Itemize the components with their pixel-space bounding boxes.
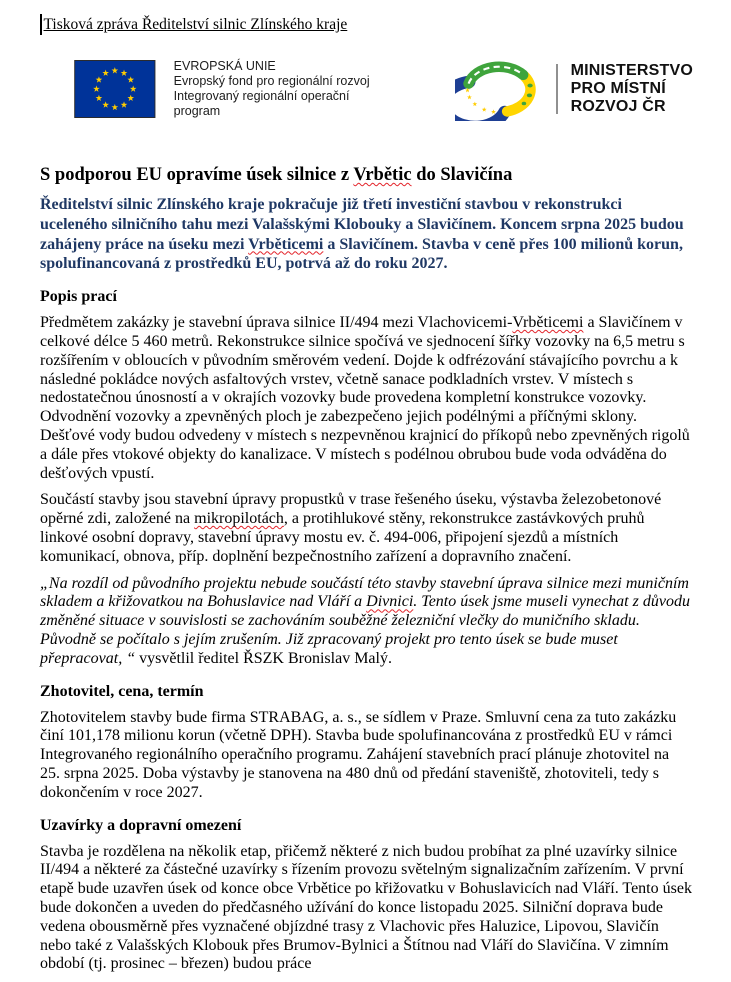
paragraph-uzavirky: Stavba je rozdělena na několik etap, přičemž některé z nich budou probíhat za plné uzavírky silnice II/494 a některé za částečné uzavírky s řízením provozu světelným signalizačním zařízením. V první etapě bude uzavřen úsek od konce obce Vrbětice po křižovatku v Bohuslavicích nad Vláří. Tento úsek bude dokončen a uveden do předčasného užívání do konce listopadu 2025. Silniční doprava bude vedena obousměrně přes vyznačené objízdné trasy z Vlachovic přes Haluzice, Lipovou, Slavičín nebo také z Valašských Klobouk přes Brumov-Bylnici a Štítnou nad Vláří do Slavičína. V zimním období (tj. prosinec – březen) budou práce	[40, 842, 692, 973]
title-text-1: S podporou EU opravíme úsek silnice z	[40, 165, 354, 185]
quote-paragraph	[40, 575, 693, 669]
paragraph-popis-1	[40, 314, 693, 483]
ministry-swirl-icon	[455, 58, 543, 121]
section-heading-popis-praci: Popis prací	[40, 288, 117, 306]
title-text-2: do Slavičína	[411, 165, 513, 185]
paragraph-popis-1-text-1: Předmětem zakázky je stavební úprava silnice II/494 mezi Vlachovicemi-	[40, 314, 513, 332]
lead-text-2: a Slavičínem. Stavba v ceně přes 100 milionů korun, spolufinancovaná z prostředků EU, potrvá až do roku 2027.	[40, 235, 683, 273]
text-cursor	[40, 14, 42, 35]
article-title	[40, 164, 693, 187]
quote-attribution: vysvětlil ředitel ŘSZK Bronislav Malý.	[135, 649, 392, 667]
quote-text-1: „Na rozdíl od původního projektu nebude součástí této stavby stavební úprava silnice mezi muničním skladem a křižovatkou na Bohuslavice nad Vláří a	[40, 574, 689, 611]
ministry-logo-block	[455, 58, 693, 121]
quote-misspelled-word: Divnici	[366, 593, 414, 611]
ministry-logo-line2: PRO MÍSTNÍ	[570, 80, 666, 97]
document-header-title: Tisková zpráva Ředitelství silnic Zlínského kraje	[43, 16, 348, 33]
section-heading-uzavirky: Uzavírky a dopravní omezení	[40, 816, 242, 834]
paragraph-popis-2-text-1: Součástí stavby jsou stavební úpravy propustků v trase řešeného úseku, výstavba železobetonové opěrné zdi, založené na	[40, 491, 662, 528]
title-misspelled-word: Vrbětic	[353, 165, 412, 185]
eu-logo-line3: Integrovaný regionální operační program	[173, 89, 350, 118]
ministry-logo-line3: ROZVOJ ČR	[570, 98, 666, 115]
paragraph-popis-2-text-2: , a protihlukové stěny, rekonstrukce zastávkových pruhů linkové osobní dopravy, stavební úpravy mostu ev. č. 494-006, připojení sjezdů a místních komunikací, obnova, příp. doplnění bezpečnostního zařízení a dopravního značení.	[40, 510, 645, 565]
lead-text-1: Ředitelství silnic Zlínského kraje pokračuje již třetí investiční stavbou v rekonstrukci uceleného silničního tahu mezi Valašskými Klobouky a Slavičínem. Koncem srpna 2025 budou zahájeny práce na úseku mezi	[40, 196, 684, 253]
paragraph-popis-1-misspelled: Vrběticemi	[512, 314, 584, 332]
section-heading-zhotovitel: Zhotovitel, cena, termín	[40, 682, 204, 700]
eu-logo-text	[174, 59, 399, 119]
ministry-logo-text	[571, 62, 693, 116]
eu-logo-line1: EVROPSKÁ UNIE	[173, 59, 276, 73]
quote-text-2: . Tento úsek jsme museli vynechat z důvodu změněné situace v souvislosti se zachováním souběžné železniční vlečky do muničního skladu. Původně se počítalo s jejím zrušením. Již zpracovaný projekt pro tento úsek se bude muset přepracovat, “	[40, 593, 690, 667]
document-header	[40, 14, 693, 35]
eu-logo-line2: Evropský fond pro regionální rozvoj	[173, 74, 370, 88]
logo-divider	[556, 64, 558, 114]
ministry-logo-line1: MINISTERSTVO	[570, 62, 693, 79]
lead-paragraph	[40, 195, 693, 274]
paragraph-popis-2	[40, 491, 693, 566]
eu-flag-icon	[74, 60, 156, 118]
eu-logo-block	[74, 59, 399, 119]
lead-misspelled-word: Vrběticemi	[248, 235, 324, 253]
logo-strip	[74, 58, 693, 120]
paragraph-zhotovitel: Zhotovitelem stavby bude firma STRABAG, a. s., se sídlem v Praze. Smluvní cena za tuto zakázku činí 101,178 milionu korun (včetně DPH). Stavba bude spolufinancována z prostředků EU v rámci Integrovaného regionálního operačního programu. Zahájení stavebních prací plánuje zhotovitel na 25. srpna 2025. Doba výstavby je stanovena na 480 dnů od předání staveniště, zhotoviteli, tedy s dokončením v roce 2027.	[40, 708, 677, 801]
paragraph-popis-1-text-2: a Slavičínem v celkové délce 5 460 metrů. Rekonstrukce silnice spočívá ve sjednocení šířky vozovky na 6,5 metru s rozšířením v obloucích v původním směrovém vedení. Dojde k odfrézování stávajícího povrchu a k následné pokládce nových asfaltových vrstev, včetně sanace podkladních vrstev. V místech s nedostatečnou únosností a v okrajích vozovky bude provedena kompletní konstrukce vozovky. Odvodnění vozovky a zpevněných ploch je zabezpečeno jejich podélnými a příčnými sklony. Dešťové vody budou odvedeny v místech s nezpevněnou krajnicí do příkopů nebo zpevněných rigolů a dále přes vtokové objekty do kanalizace. V místech s podélnou obrubou bude voda odváděna do dešťových vpustí.	[40, 314, 690, 482]
paragraph-popis-2-misspelled: mikropilotách	[194, 510, 284, 528]
